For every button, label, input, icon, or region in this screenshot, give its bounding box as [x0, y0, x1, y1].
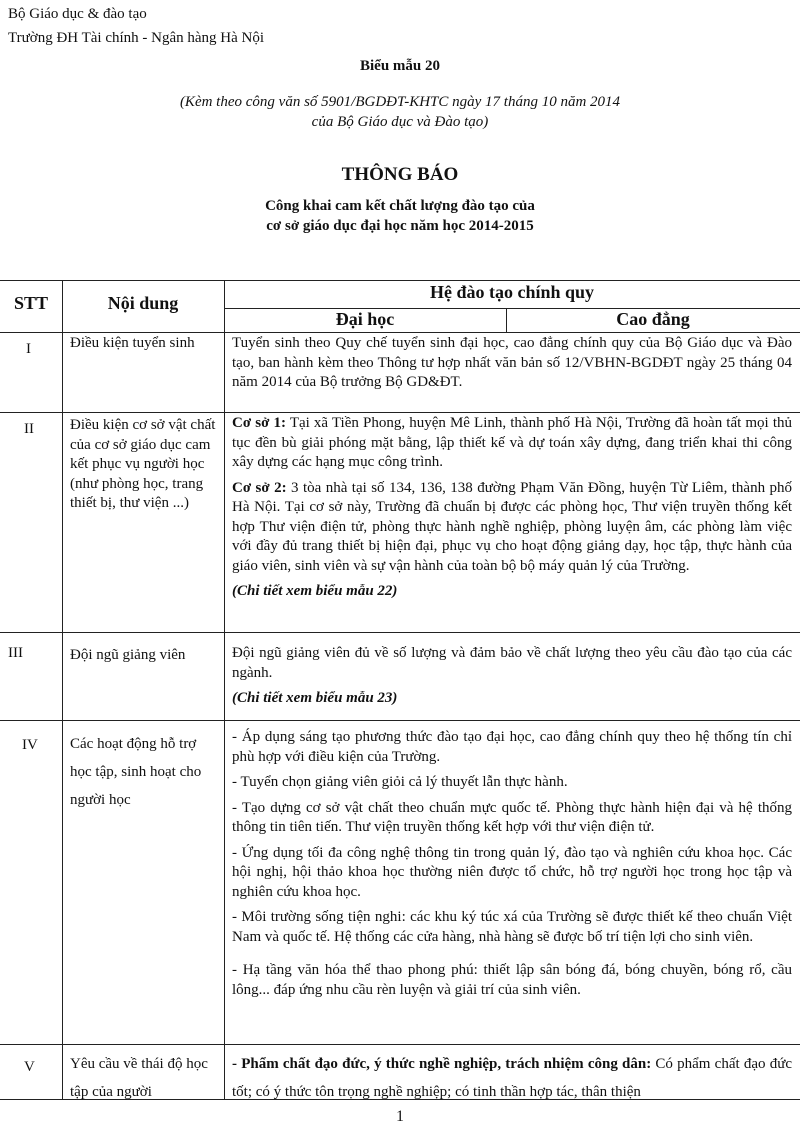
col-divider-stt [62, 280, 63, 1100]
row-content [232, 644, 792, 715]
detail-reference: (Chi tiết xem biểu mẫu 22) [232, 583, 398, 599]
header-college: Cao đẳng [616, 309, 690, 329]
support-item: - Áp dụng sáng tạo phương thức đào tạo đại học, cao đẳng chính quy theo hệ thống tín chỉ phù hợp với điều kiện của Trường. [232, 729, 792, 765]
table-border-top [0, 280, 800, 281]
row-divider [0, 720, 800, 721]
row-number: IV [22, 737, 38, 753]
row-number: I [26, 341, 31, 357]
university-name: Trường ĐH Tài chính - Ngân hàng Hà Nội [8, 30, 265, 46]
form-title: Biểu mẫu 20 [359, 58, 440, 74]
support-item: - Hạ tầng văn hóa thể thao phong phú: thiết lập sân bóng đá, bóng chuyền, bóng rổ, cầu lông... đáp ứng nhu cầu rèn luyện và giải trí của sinh viên. [232, 962, 792, 998]
support-item: - Ứng dụng tối đa công nghệ thông tin trong quản lý, đào tạo và nghiên cứu khoa học. Các hội nghị, hội thảo khoa học thường niên được tổ chức, hỗ trợ người học trong học tập và nghiên cứu khoa học. [232, 844, 792, 900]
support-item: - Môi trường sống tiện nghi: các khu ký túc xá của Trường sẽ được thiết kế theo chuẩn Việt Nam và quốc tế. Hệ thống các cửa hàng, nhà hàng sẽ được bố trí tiện lợi cho sinh viên. [232, 909, 792, 945]
campus-1-text: Tại xã Tiền Phong, huyện Mê Linh, thành phố Hà Nội, Trường đã hoàn tất mọi thủ tục đền bù giải phóng mặt bằng, lập thiết kế và dự toán xây dựng, đang triển khai thi công xây dựng các hạng mục công trình. [232, 415, 793, 470]
ministry-name: Bộ Giáo dục & đào tạo [8, 6, 147, 22]
row-content [232, 1050, 792, 1106]
row-label: Yêu cầu về thái độ học tập của người [70, 1056, 208, 1100]
attitude-lead: - Phẩm chất đạo đức, ý thức nghề nghiệp, trách nhiệm công dân: [232, 1056, 652, 1072]
row-number: III [8, 645, 23, 661]
support-item: - Tạo dựng cơ sở vật chất theo chuẩn mực quốc tế. Phòng thực hành hiện đại và hệ thống thông tin tiên tiến. Thư viện truyền thống kết hợp với thư viện điện tử. [232, 799, 792, 835]
row-label: Điều kiện tuyển sinh [70, 335, 195, 351]
faculty-text: Đội ngũ giảng viên đủ về số lượng và đảm bảo về chất lượng theo yêu cầu đào tạo của các ngành. [232, 645, 792, 681]
header-bottom-line [0, 332, 800, 333]
row-divider [0, 1044, 800, 1045]
campus-1-label: Cơ sở 1: [232, 415, 286, 431]
row-number: II [24, 421, 34, 437]
header-system: Hệ đào tạo chính quy [429, 282, 595, 302]
subtitle-line-1: Công khai cam kết chất lượng đào tạo của [265, 198, 535, 214]
header-split-line [224, 308, 800, 309]
row-content: Tuyển sinh theo Quy chế tuyển sinh đại học, cao đẳng chính quy của Bộ Giáo dục và Đào tạo, ban hành kèm theo Thông tư hợp nhất văn bản số 12/VBHN-BGDĐT ngày 25 tháng 04 năm 2014 của Bộ trưởng Bộ GD&ĐT. [232, 335, 792, 390]
campus-2-paragraph [232, 479, 792, 577]
reference-note [0, 92, 800, 132]
row-number: V [24, 1059, 35, 1075]
attitude-text: Có phẩm chất đạo đức tốt; có ý thức tôn trọng nghề nghiệp; có tinh thần hợp tác, thân thiện [232, 1056, 792, 1100]
header-university: Đại học [335, 309, 395, 329]
campus-2-label: Cơ sở 2: [232, 479, 287, 496]
commitment-table [0, 280, 800, 1100]
col-divider-content [224, 280, 225, 1100]
detail-reference: (Chi tiết xem biểu mẫu 23) [232, 690, 398, 706]
row-label: Điều kiện cơ sở vật chất của cơ sở giáo dục cam kết phục vụ người học (như phòng học, trang thiết bị, thư viện ...) [70, 417, 216, 511]
row-label: Các hoạt động hỗ trợ học tập, sinh hoạt cho người học [70, 736, 202, 808]
row-content [232, 728, 792, 1006]
reference-line-1: (Kèm theo công văn số 5901/BGDĐT-KHTC ngày 17 tháng 10 năm 2014 [179, 94, 621, 110]
notice-subtitle [0, 196, 800, 236]
header-stt: STT [13, 293, 49, 313]
reference-line-2: của Bộ Giáo dục và Đào tạo) [311, 114, 489, 130]
page-number: 1 [396, 1108, 404, 1125]
notice-title: THÔNG BÁO [341, 164, 459, 185]
row-divider [0, 412, 800, 413]
row-label: Đội ngũ giảng viên [70, 647, 186, 663]
header-content: Nội dung [107, 293, 179, 313]
campus-2-text: 3 tòa nhà tại số 134, 136, 138 đường Phạm Văn Đồng, huyện Từ Liêm, thành phố Hà Nội. Tại cơ sở này, Trường đã chuẩn bị được các phòng học, Thư viện truyền thống kết hợp Thư viện điện tử, phòng thực hành nghề nghiệp, phòng luyện âm, các phòng làm việc với đầy đủ trang thiết bị hiện đại, phục vụ cho hoạt động giảng dạy, học tập, thực hành của giáo viên, sinh viên và sự vận hành của toàn bộ bộ máy quản lý của Trường. [232, 479, 792, 574]
row-content [232, 414, 792, 608]
subtitle-line-2: cơ sở giáo dục đại học năm học 2014-2015 [266, 218, 534, 234]
support-item: - Tuyển chọn giảng viên giỏi cả lý thuyết lẫn thực hành. [232, 774, 568, 790]
campus-1-paragraph [232, 414, 792, 473]
row-divider [0, 632, 800, 633]
